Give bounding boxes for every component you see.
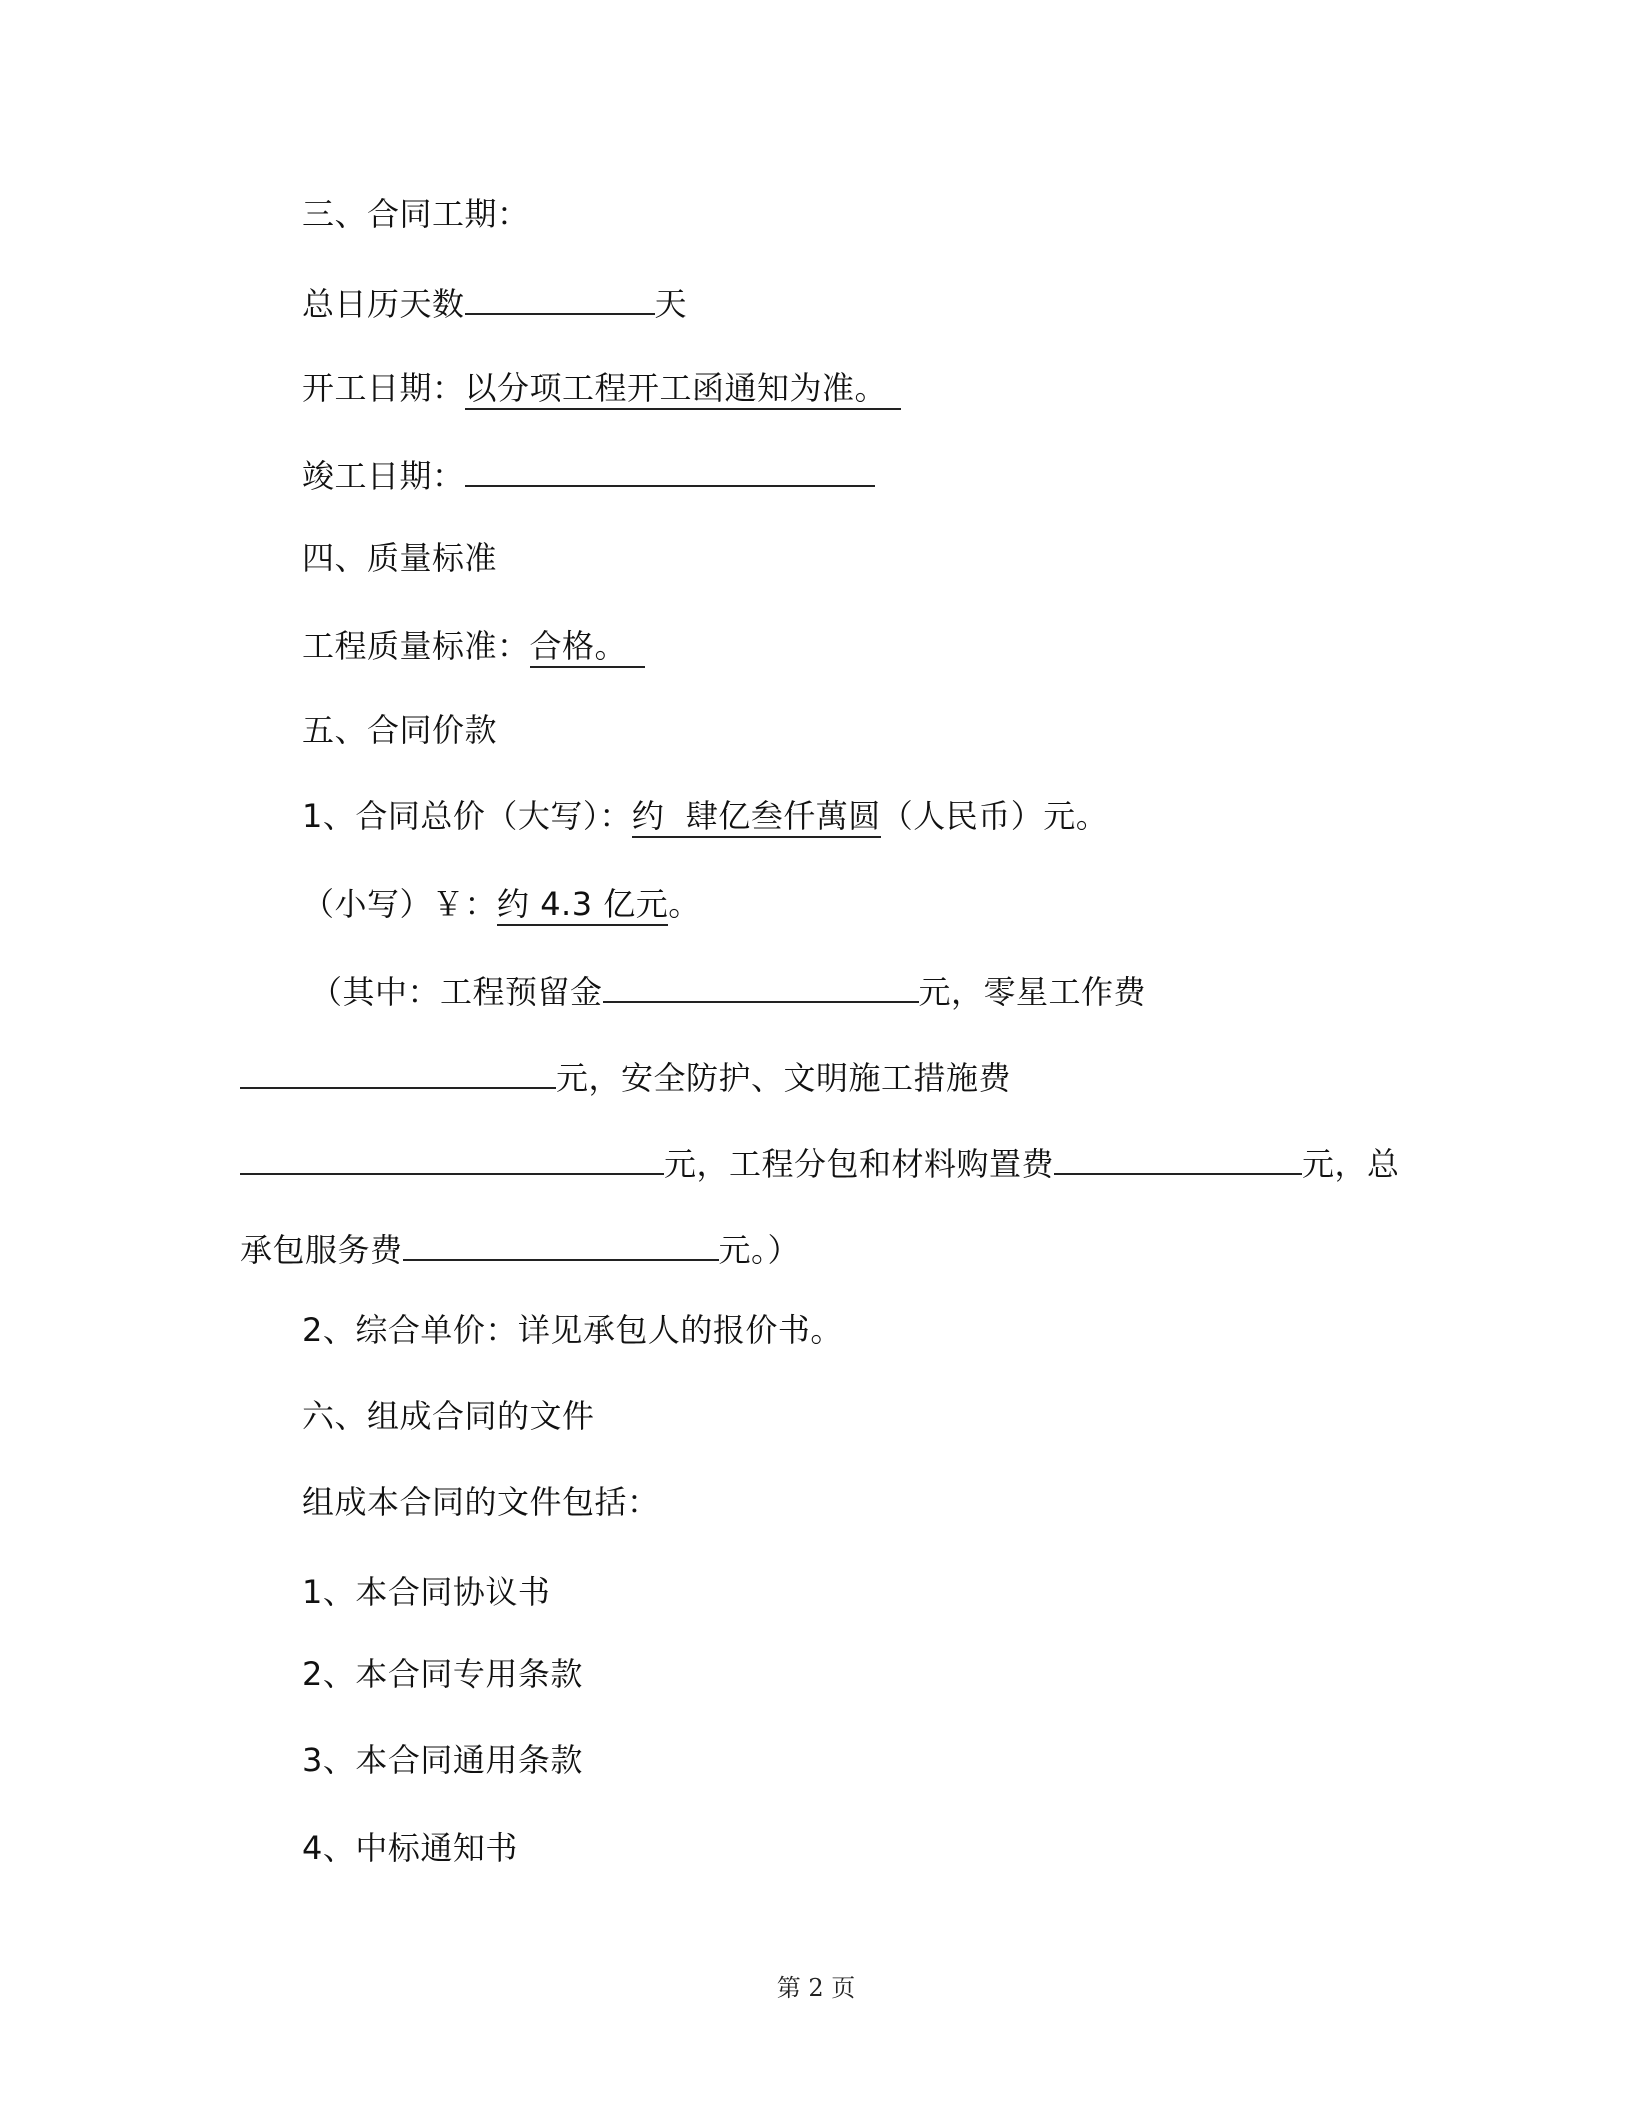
page-number: 第 2 页 [776,1974,856,2002]
end-date-blank [465,455,875,487]
safety-fee-label: 安全防护、文明施工措施费 [621,1059,1012,1097]
total-days-unit: 天 [654,285,688,323]
subcontract-fee-label: 工程分包和材料购置费 [729,1145,1055,1183]
total-days-label: 总日历天数 [302,285,465,323]
total-upper-value: 约 肆亿叁仟萬圆 [632,796,881,838]
subcontract-fee-yuan: 元， [1302,1145,1368,1183]
total-upper-suffix: （人民币）元。 [880,797,1109,835]
reserve-fund-blank [603,971,919,1003]
breakdown-line-1 [310,970,1146,1014]
total-days-line [302,282,687,326]
misc-work-blank [240,1057,556,1089]
reserve-fund-yuan: 元， [918,973,984,1011]
list-item: 2、本合同专用条款 [302,1655,583,1693]
total-upper-label: 1、合同总价（大写）： [302,797,632,835]
safety-fee-yuan: 元， [664,1145,730,1183]
breakdown-line-2 [240,1056,1011,1100]
quality-value: 合格。 [530,626,646,668]
unit-price-line: 2、综合单价：详见承包人的报价书。 [302,1311,843,1349]
misc-work-label: 零星工作费 [983,973,1147,1011]
start-date-line [302,366,901,410]
reserve-fund-label: （其中：工程预留金 [310,973,603,1011]
subcontract-fee-blank [1054,1143,1302,1175]
general-fee-blank [403,1229,719,1261]
section6-heading: 六、组成合同的文件 [302,1397,595,1435]
total-lower-line [302,882,701,926]
general-fee-label: 承包服务费 [240,1231,403,1269]
section5-heading: 五、合同价款 [302,711,498,749]
section6-intro: 组成本合同的文件包括： [302,1483,660,1521]
section4-heading: 四、质量标准 [302,539,498,577]
list-item: 4、中标通知书 [302,1829,518,1867]
start-date-value: 以分项工程开工函通知为准。 [465,368,902,410]
total-lower-value: 约 4.3 亿元 [497,884,668,926]
general-fee-prefix: 总 [1367,1145,1400,1183]
quality-label: 工程质量标准： [302,627,530,665]
total-lower-suffix: 。 [668,885,701,923]
safety-fee-blank [240,1143,664,1175]
total-days-blank [465,283,655,315]
list-item: 1、本合同协议书 [302,1573,551,1611]
breakdown-end: 元。） [718,1231,801,1269]
quality-line [302,624,645,668]
total-upper-line [302,794,1108,838]
total-lower-label: （小写）￥： [302,885,498,923]
misc-work-yuan: 元， [556,1059,622,1097]
list-item: 3、本合同通用条款 [302,1741,583,1779]
end-date-label: 竣工日期： [302,457,465,495]
breakdown-line-4 [240,1228,800,1272]
end-date-line [302,454,875,498]
breakdown-line-3 [240,1142,1400,1186]
section3-heading: 三、合同工期： [302,195,530,233]
start-date-label: 开工日期： [302,369,465,407]
